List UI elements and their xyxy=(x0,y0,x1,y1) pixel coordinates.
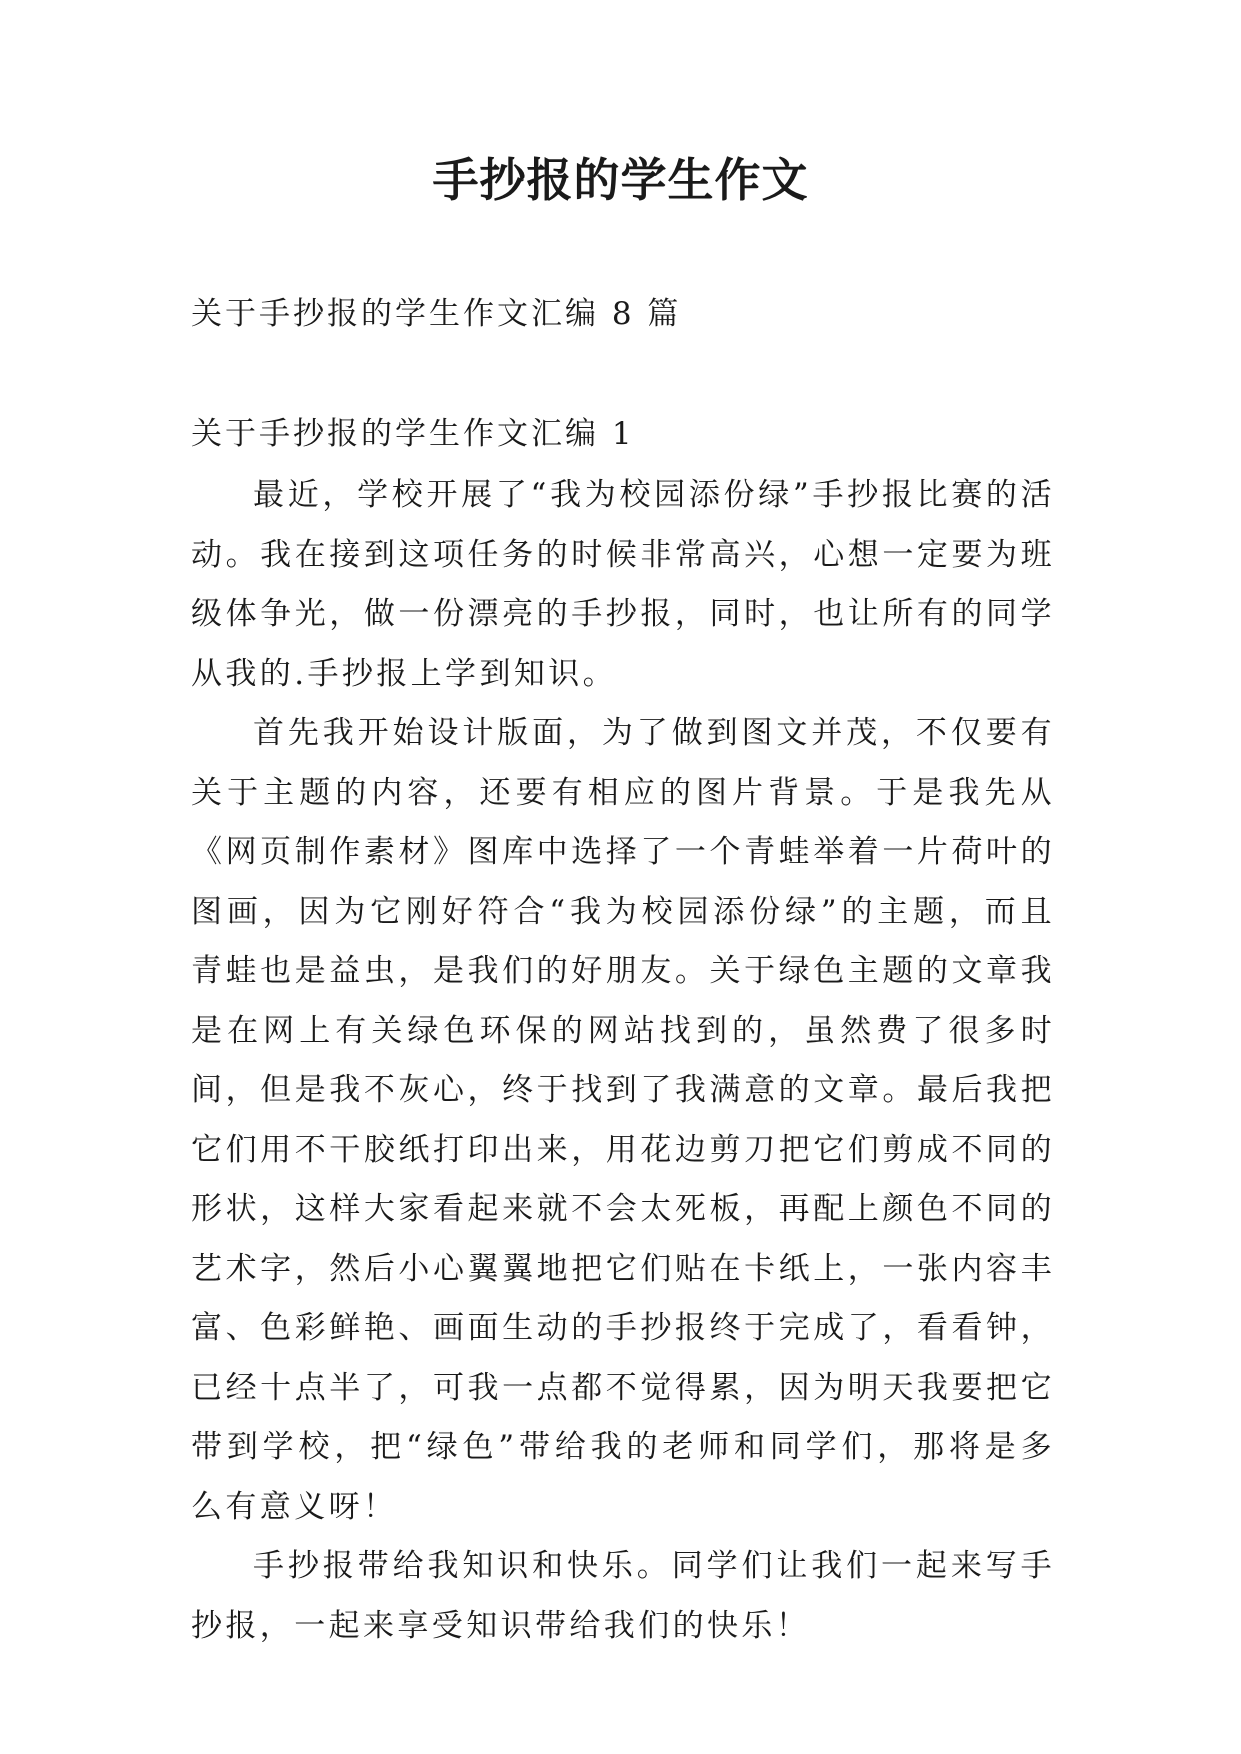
essay-paragraph: 最近，学校开展了“我为校园添份绿”手抄报比赛的活动。我在接到这项任务的时候非常高兴，心想一定要为班级体争光，做一份漂亮的手抄报，同时，也让所有的同学从我的.手抄报上学到知识。 xyxy=(191,477,1055,692)
document-title: 手抄报的学生作文 xyxy=(432,153,809,207)
essay-paragraph: 手抄报带给我知识和快乐。同学们让我们一起来写手抄报，一起来享受知识带给我们的快乐！ xyxy=(191,1548,1055,1644)
section-heading: 关于手抄报的学生作文汇编 1 xyxy=(191,416,635,452)
document-subtitle: 关于手抄报的学生作文汇编 8 篇 xyxy=(191,296,682,332)
essay-paragraph: 首先我开始设计版面，为了做到图文并茂，不仅要有关于主题的内容，还要有相应的图片背景。于是我先从《网页制作素材》图库中选择了一个青蛙举着一片荷叶的图画，因为它刚好符合“我为校园添份绿”的主题，而且青蛙也是益虫，是我们的好朋友。关于绿色主题的文章我是在网上有关绿色环保的网站找到的，虽然费了很多时间，但是我不灰心，终于找到了我满意的文章。最后我把它们用不干胶纸打印出来，用花边剪刀把它们剪成不同的形状，这样大家看起来就不会太死板，再配上颜色不同的艺术字，然后小心翼翼地把它们贴在卡纸上，一张内容丰富、色彩鲜艳、画面生动的手抄报终于完成了，看看钟，已经十点半了，可我一点都不觉得累，因为明天我要把它带到学校，把“绿色”带给我的老师和同学们，那将是多么有意义呀！ xyxy=(191,715,1055,1525)
essay-body xyxy=(191,466,1055,1656)
